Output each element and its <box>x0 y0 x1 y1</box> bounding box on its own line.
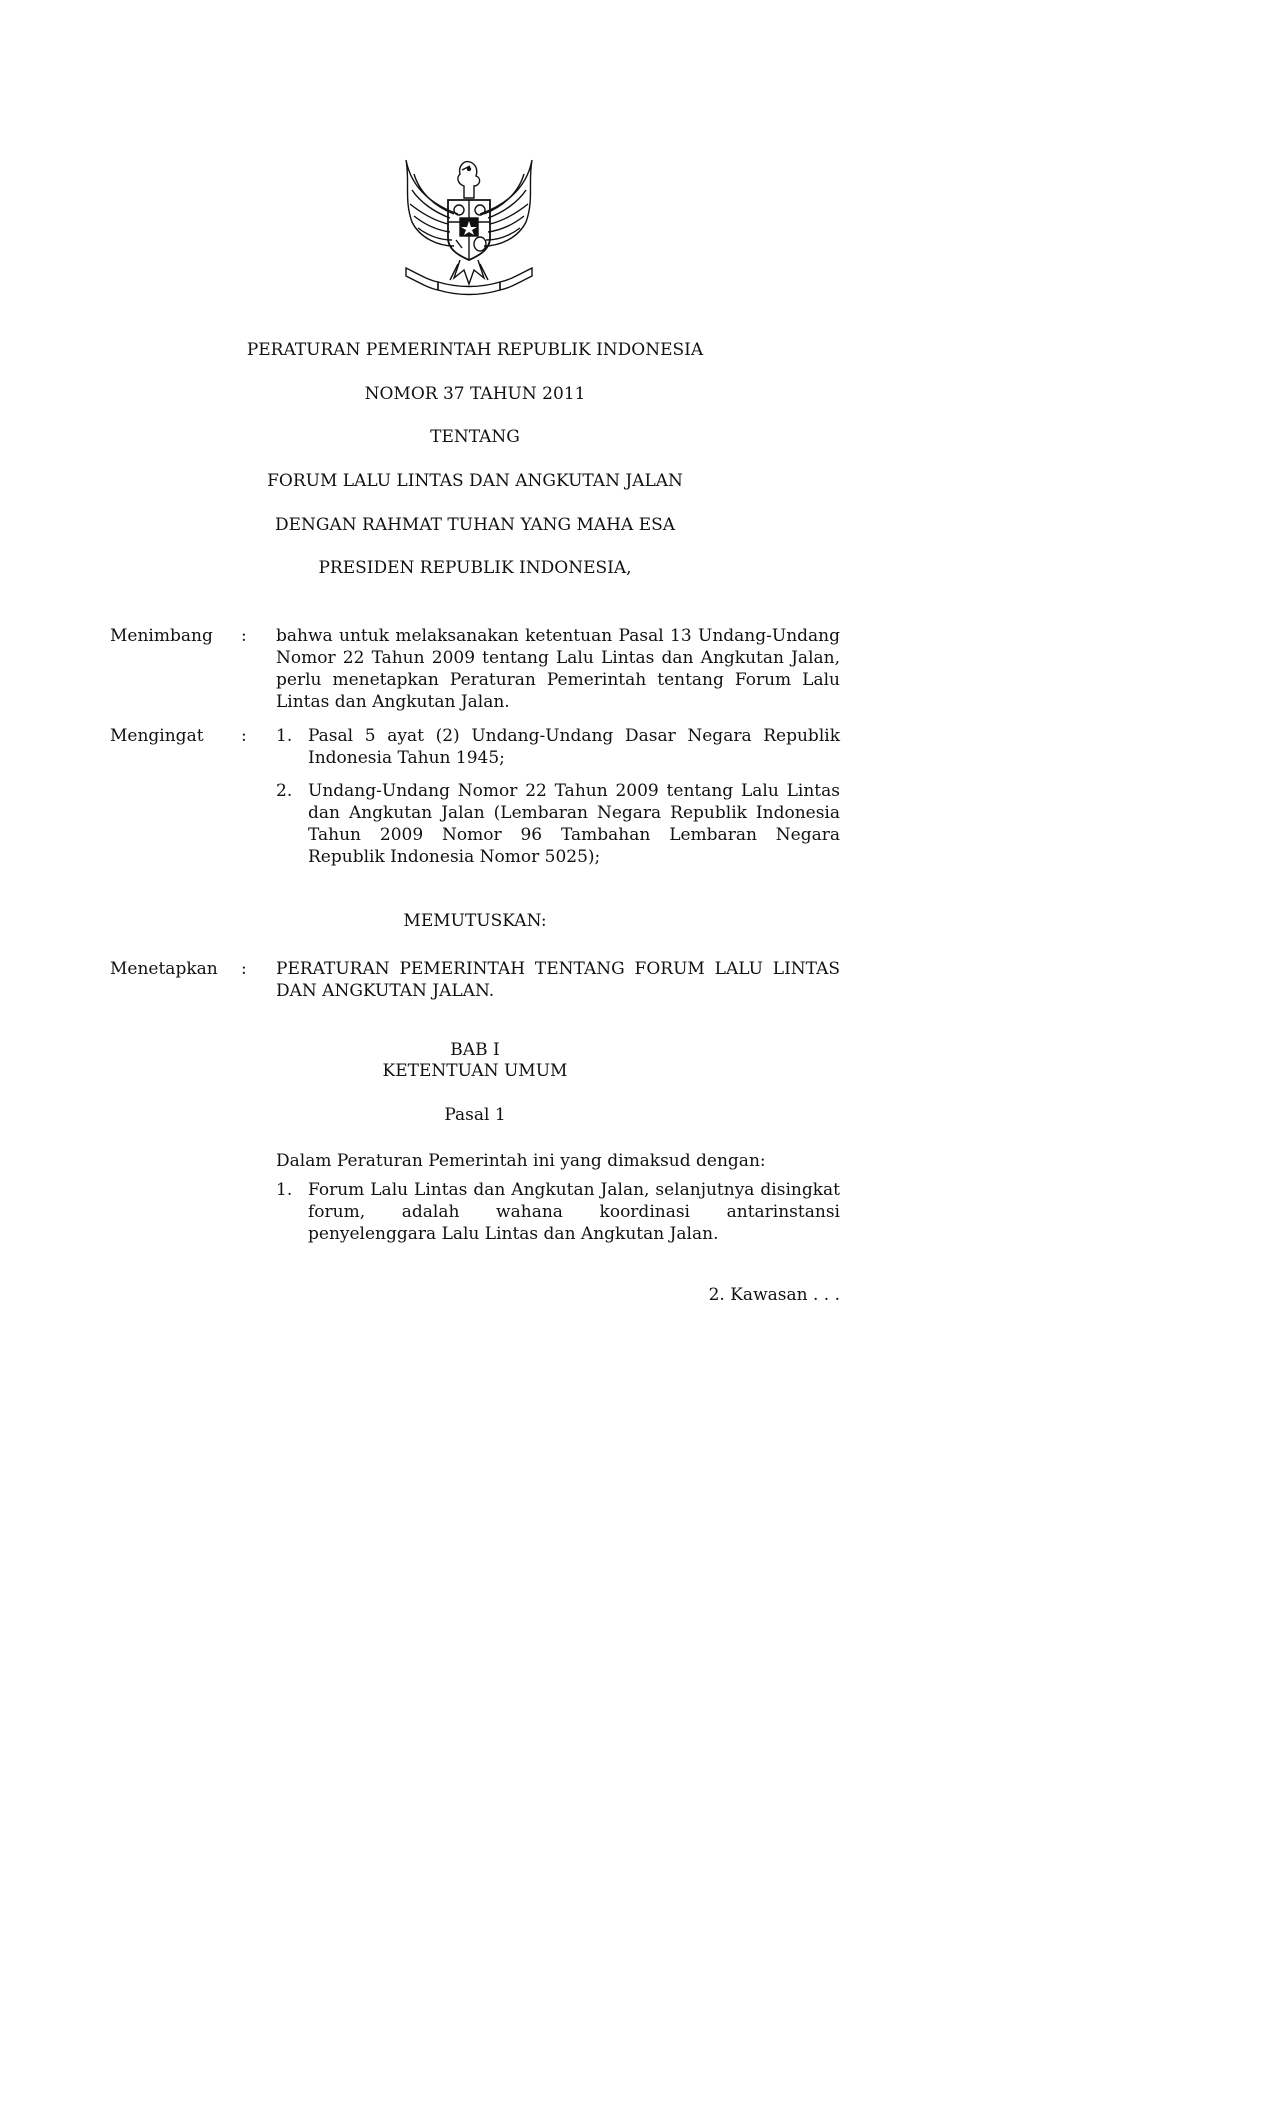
menetapkan-text: PERATURAN PEMERINTAH TENTANG FORUM LALU LINTAS DAN ANGKUTAN JALAN. <box>276 959 840 1001</box>
menetapkan-label: Menetapkan <box>110 959 218 979</box>
bab-title: KETENTUAN UMUM <box>382 1061 568 1081</box>
mengingat-item-text: Pasal 5 ayat (2) Undang-Undang Dasar Negara Republik Indonesia Tahun 1945; <box>308 726 840 768</box>
definition-text: Forum Lalu Lintas dan Angkutan Jalan, selanjutnya disingkat forum, adalah wahana koordinasi antarinstansi penyelenggara Lalu Lintas dan Angkutan Jalan. <box>308 1180 840 1244</box>
memutuskan-heading: MEMUTUSKAN: <box>403 911 547 931</box>
menimbang-label: Menimbang <box>110 626 213 646</box>
mengingat-label: Mengingat <box>110 726 204 746</box>
definitions-intro: Dalam Peraturan Pemerintah ini yang dimaksud dengan: <box>276 1151 766 1171</box>
mengingat-item-number: 1. <box>276 726 293 746</box>
mengingat-item-text: Undang-Undang Nomor 22 Tahun 2009 tentang Lalu Lintas dan Angkutan Jalan (Lembaran Negara Republik Indonesia Tahun 2009 Nomor 96 Tambahan Lembaran Negara Republik Indonesia Nomor 5025); <box>308 781 840 867</box>
menimbang-colon: : <box>241 626 247 646</box>
page-continuation: 2. Kawasan . . . <box>708 1285 840 1305</box>
grace-line: DENGAN RAHMAT TUHAN YANG MAHA ESA <box>274 515 676 535</box>
menetapkan-colon: : <box>241 959 247 979</box>
regulation-subject: FORUM LALU LINTAS DAN ANGKUTAN JALAN <box>267 471 683 491</box>
regulation-title: PERATURAN PEMERINTAH REPUBLIK INDONESIA <box>246 340 704 360</box>
menimbang-text: bahwa untuk melaksanakan ketentuan Pasal 13 Undang-Undang Nomor 22 Tahun 2009 tentang Lalu Lintas dan Angkutan Jalan, perlu menetapkan Peraturan Pemerintah tentang Forum Lalu Lintas dan Angkutan Jalan. <box>276 626 840 712</box>
garuda-emblem <box>398 152 540 308</box>
president-line: PRESIDEN REPUBLIK INDONESIA, <box>318 558 632 578</box>
regulation-about: TENTANG <box>430 427 520 447</box>
mengingat-item-number: 2. <box>276 781 293 801</box>
pasal-heading: Pasal 1 <box>444 1105 506 1125</box>
mengingat-colon: : <box>241 726 247 746</box>
definition-number: 1. <box>276 1180 293 1200</box>
regulation-number: NOMOR 37 TAHUN 2011 <box>364 384 586 404</box>
bab-number: BAB I <box>450 1040 500 1060</box>
